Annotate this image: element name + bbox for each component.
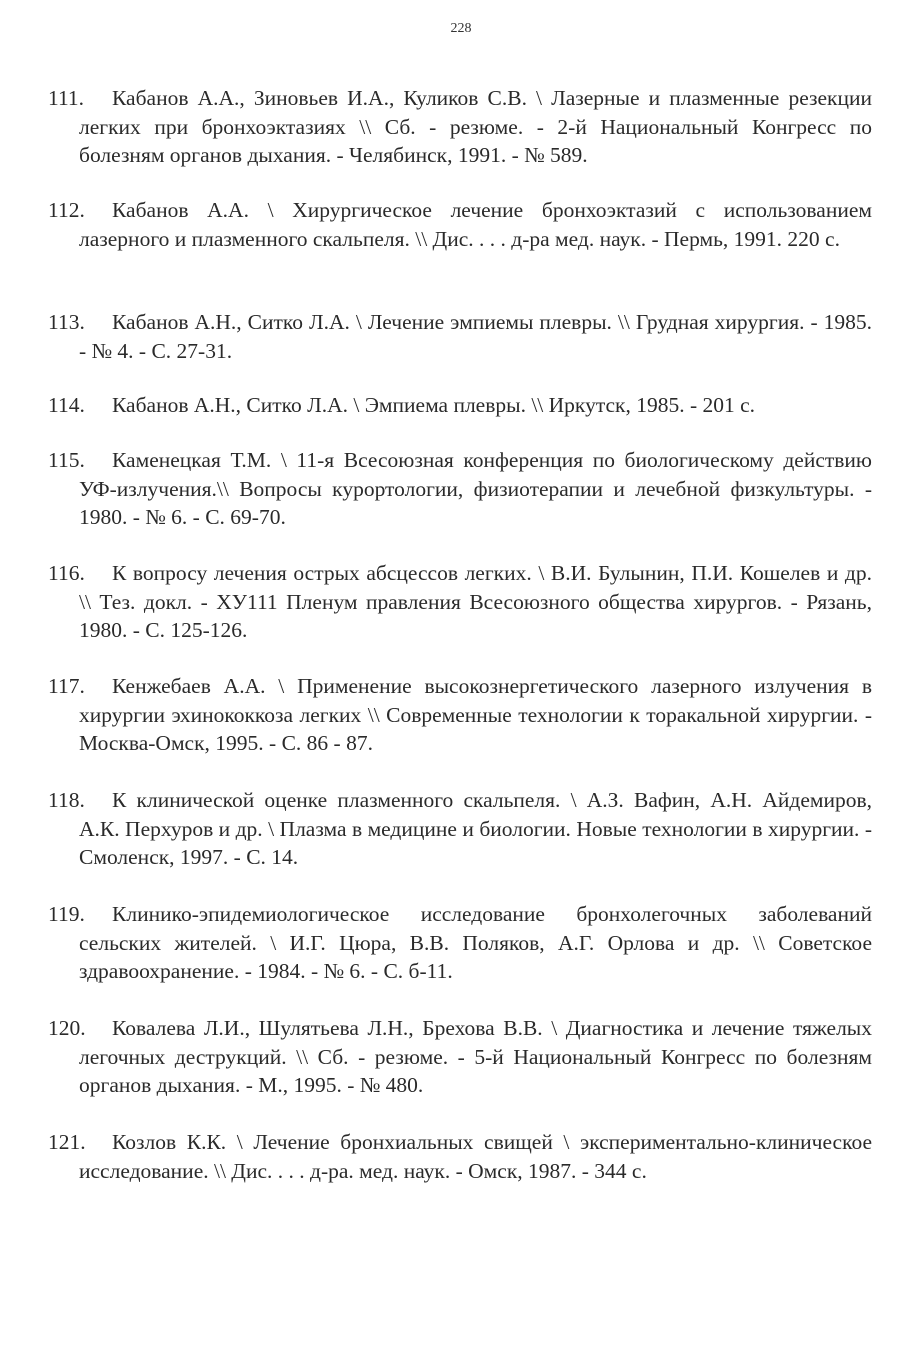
reference-text: Кабанов А.А. \ Хирургическое лечение бронхоэктазий с использованием лазерного и плазменного скальпеля. \\ Дис. . . . д-ра мед. наук. - Пермь, 1991. 220 с. (79, 198, 872, 251)
reference-number: 116. (48, 561, 85, 585)
reference-list (48, 84, 872, 1214)
reference-item (48, 786, 872, 872)
reference-number: 115. (48, 448, 85, 472)
reference-text: К клинической оценке плазменного скальпеля. \ А.З. Вафин, А.Н. Айдемиров, А.К. Перхуров и др. \ Плазма в медицине и биологии. Новые технологии в хирургии. - Смоленск, 1997. - С. 14. (79, 788, 872, 869)
reference-text: Кабанов А.Н., Ситко Л.А. \ Эмпиема плевры. \\ Иркутск, 1985. - 201 с. (112, 393, 756, 417)
page-number: 228 (450, 21, 472, 36)
reference-number: 112. (48, 198, 85, 222)
reference-text: Кабанов А.Н., Ситко Л.А. \ Лечение эмпиемы плевры. \\ Грудная хирургия. - 1985. - № 4. - С. 27-31. (79, 310, 872, 363)
reference-number: 113. (48, 310, 85, 334)
reference-text: Кабанов А.А., Зиновьев И.А., Куликов С.В. \ Лазерные и плазменные резекции легких при бронхоэктазиях \\ Сб. - резюме. - 2-й Национальный Конгресс по болезням органов дыхания. - Челябинск, 1991. - № 589. (79, 86, 872, 167)
reference-number: 120. (48, 1016, 86, 1040)
reference-item (48, 84, 872, 170)
reference-item (48, 1128, 872, 1214)
reference-text: Козлов К.К. \ Лечение бронхиальных свищей \ экспериментально-клиническое исследование. \\ Дис. . . . д-ра. мед. наук. - Омск, 1987. - 344 с. (79, 1130, 872, 1183)
reference-item (48, 900, 872, 986)
reference-number: 114. (48, 393, 85, 417)
reference-number: 119. (48, 902, 85, 926)
reference-item (48, 672, 872, 758)
reference-number: 118. (48, 788, 85, 812)
reference-item (48, 391, 872, 420)
reference-text: Каменецкая Т.М. \ 11-я Всесоюзная конференция по биологическому действию УФ-излучения.\\ Вопросы курортологии, физиотерапии и лечебной физкультуры. - 1980. - № 6. - С. 69-70. (79, 448, 872, 529)
reference-item (48, 559, 872, 645)
reference-item (48, 308, 872, 365)
reference-number: 117. (48, 674, 85, 698)
reference-item (48, 446, 872, 532)
reference-text: Ковалева Л.И., Шулятьева Л.Н., Брехова В.В. \ Диагностика и лечение тяжелых легочных деструкций. \\ Сб. - резюме. - 5-й Национальный Конгресс по болезням органов дыхания. - М., 1995. - № 480. (79, 1016, 872, 1097)
reference-text: Кенжебаев А.А. \ Применение высокознергетического лазерного излучения в хирургии эхинококкоза легких \\ Современные технологии к торакальной хирургии. - Москва-Омск, 1995. - С. 86 - 87. (79, 674, 872, 755)
reference-number: 111. (48, 86, 85, 110)
reference-text: К вопросу лечения острых абсцессов легких. \ В.И. Булынин, П.И. Кошелев и др. \\ Тез. докл. - ХУ111 Пленум правления Всесоюзного общества хирургов. - Рязань, 1980. - С. 125-126. (79, 561, 872, 642)
reference-item (48, 1014, 872, 1100)
reference-number: 121. (48, 1130, 86, 1154)
reference-item (48, 196, 872, 282)
reference-text: Клинико-эпидемиологическое исследование бронхолегочных заболеваний сельских жителей. \ И.Г. Цюра, В.В. Поляков, А.Г. Орлова и др. \\ Советское здравоохранение. - 1984. - № 6. - С. б-11. (79, 902, 872, 983)
